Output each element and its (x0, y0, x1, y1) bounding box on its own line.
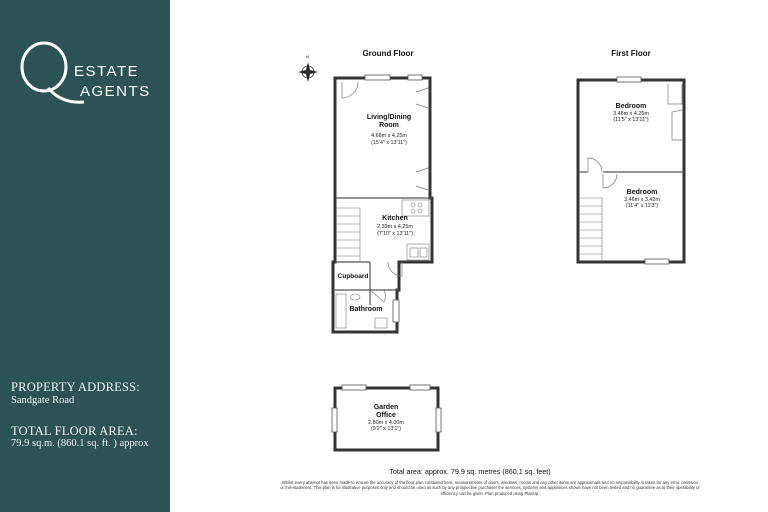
sidebar (0, 0, 170, 512)
kitchen-name: Kitchen (382, 215, 408, 222)
first-floor-title: First Floor (611, 49, 651, 58)
bedroom-2-dims-m: 3.46m x 3.42m (624, 197, 660, 203)
ground-floor-stairs (336, 208, 360, 262)
ground-floor-internal-walls (333, 75, 432, 328)
living-dining-room-dims-m: 4.66m x 4.25m (371, 133, 407, 139)
bedroom-1-name: Bedroom (615, 103, 647, 110)
floor-plan-drawing (170, 0, 768, 512)
living-dining-room-dims-ft: (15'4" x 13'11") (371, 140, 407, 146)
kitchen-dims-ft: (7'10" x 13'11") (377, 231, 413, 237)
compass-icon (298, 54, 318, 82)
bedroom-1-dims-m: 3.48m x 4.25m (613, 111, 649, 117)
living-dining-room-name: Living/Dining Room (366, 114, 412, 130)
garden-office-dims-ft: (9'2" x 13'1") (370, 426, 402, 432)
compass-north-label: N (306, 54, 309, 59)
property-address-heading: PROPERTY ADDRESS: (11, 380, 140, 394)
company-logo (18, 38, 158, 108)
disclaimer-text: Whilst every attempt has been made to ensure the accuracy of the floor plan contained here, measurements of doors, windows, rooms and any other items are approximate and no responsibility is taken for any error, omission or mis-statement. This plan is for illustrative purposes only and should be used as such by any prospective purchaser the services, systems and appliances shown have not been tested and no guarantee as to their operability or efficiency can be given. Plan produced using PlanUp. (280, 480, 700, 496)
kitchen-dims-m: 2.39m x 4.25m (377, 224, 413, 230)
total-floor-area-value: 79.9 sq.m. (860.1 sq. ft. ) approx (11, 438, 149, 449)
bathroom-name: Bathroom (349, 306, 383, 313)
cupboard-name: Cupboard (337, 273, 369, 280)
bedroom-2-name: Bedroom (626, 189, 658, 196)
property-address-value: Sandgate Road (11, 395, 75, 406)
ground-floor-title: Ground Floor (362, 49, 414, 58)
logo-word-estate: ESTATE (74, 63, 140, 80)
garden-office-name: Garden Office (373, 404, 399, 420)
first-floor-stairs (580, 198, 602, 262)
bedroom-2-dims-ft: (11'4" x 11'3") (625, 203, 659, 209)
logo-word-agents: AGENTS (80, 83, 151, 100)
floor-plans (170, 0, 768, 512)
garden-office-dims-m: 2.80m x 4.00m (368, 420, 404, 426)
total-floor-area-heading: TOTAL FLOOR AREA: (11, 424, 138, 438)
bedroom-1-dims-ft: (11'5" x 13'11") (613, 117, 649, 123)
total-area-statement: Total area: approx. 79.9 sq. metres (860.1 sq. feet) (389, 467, 551, 476)
